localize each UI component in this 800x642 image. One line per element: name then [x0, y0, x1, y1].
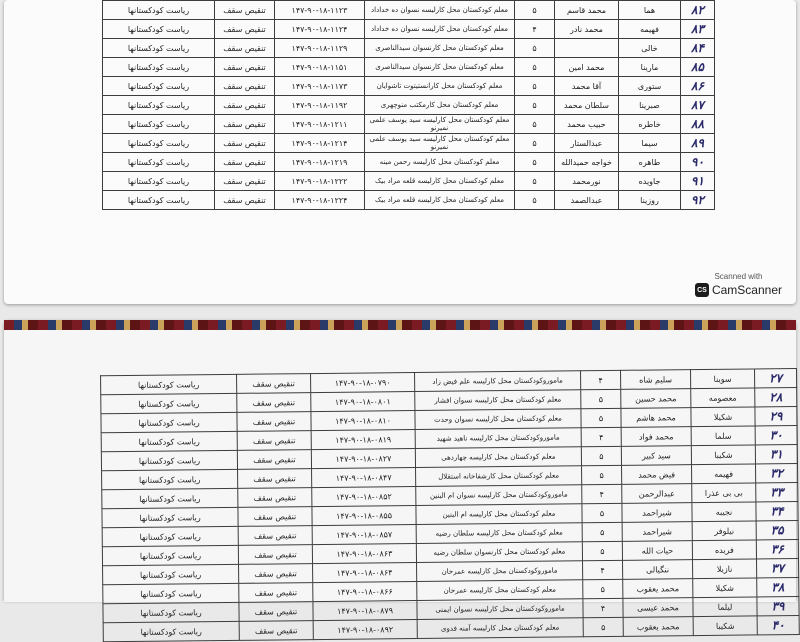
table-row — [103, 153, 715, 172]
row-number-cell: ۳۰ — [755, 426, 797, 445]
employee-name-cell: بی بی عذرا — [692, 483, 756, 503]
position-code-cell: ۱۴۷-۹۰-۱۸-۰۸۷۹ — [313, 600, 417, 620]
table-row — [103, 134, 715, 153]
grade-cell: ۵ — [515, 134, 555, 153]
staff-table-top — [102, 0, 715, 210]
grade-cell: ۵ — [583, 617, 623, 636]
status-cell: تنقیص سقف — [237, 374, 311, 394]
status-cell: تنقیص سقف — [239, 583, 313, 603]
father-name-cell: محمد نادر — [555, 20, 619, 39]
position-cell: معلم کودکستان محل کارلیسه سید یوسف علمی نمیرنو — [365, 134, 515, 153]
position-cell: معلم کودکستان محل کارلیسه نسوان افشار — [415, 390, 581, 411]
department-cell: ریاست کودکستانها — [101, 393, 237, 413]
status-cell: تنقیص سقف — [238, 526, 312, 546]
row-number-cell: ۳۲ — [756, 464, 798, 483]
status-cell: تنقیص سقف — [215, 1, 275, 20]
department-cell: ریاست کودکستانها — [102, 507, 238, 527]
employee-name-cell: سلما — [691, 426, 755, 446]
father-name-cell: فیض محمد — [622, 465, 692, 485]
grade-cell: ۴ — [582, 484, 622, 503]
employee-name-cell: شکیبا — [693, 616, 757, 636]
position-cell: معلم کودکستان محل کارنسوان سیدالناصری — [365, 58, 515, 77]
father-name-cell: محمد قاسم — [555, 1, 619, 20]
department-cell: ریاست کودکستانها — [103, 115, 215, 134]
camscanner-name: CamScanner — [711, 283, 782, 297]
grade-cell: ۵ — [515, 172, 555, 191]
position-code-cell: ۱۴۷-۹۰-۱۸-۰۸۵۵ — [312, 505, 416, 525]
staff-table-bottom — [100, 368, 800, 642]
status-cell: تنقیص سقف — [215, 77, 275, 96]
position-cell: معلم کودکستان محل کارمکتب منوچهری — [365, 96, 515, 115]
father-name-cell: محمد حسین — [621, 389, 691, 409]
grade-cell: ۵ — [581, 446, 621, 465]
status-cell: تنقیص سقف — [215, 96, 275, 115]
department-cell: ریاست کودکستانها — [103, 20, 215, 39]
employee-name-cell: شکیلا — [691, 407, 755, 427]
father-name-cell: عبدالرحمن — [622, 484, 692, 504]
position-code-cell: ۱۴۷-۹۰-۱۸-۰۸۲۷ — [311, 449, 415, 469]
employee-name-cell: سیما — [619, 134, 681, 153]
row-number-cell: ۳۸ — [757, 577, 799, 596]
status-cell: تنقیص سقف — [238, 469, 312, 489]
row-number-cell: ۲۸ — [755, 388, 797, 407]
grade-cell: ۵ — [581, 408, 621, 427]
department-cell: ریاست کودکستانها — [101, 412, 237, 432]
position-cell: معلم کودکستان محل کارشفاخانه استقلال — [416, 466, 582, 487]
table-row — [103, 77, 715, 96]
employee-name-cell: شکیلا — [693, 578, 757, 598]
father-name-cell: محمد عیسی — [623, 598, 693, 618]
grade-cell: ۵ — [582, 522, 622, 541]
scan-caption: Scanned with — [714, 272, 763, 281]
position-code-cell: ۱۴۷-۹۰-۱۸-۰۸۱۹ — [311, 430, 415, 450]
father-name-cell: محمد یعقوب — [623, 579, 693, 599]
grade-cell: ۵ — [515, 153, 555, 172]
row-number-cell: ۴۰ — [757, 615, 799, 634]
row-number-cell: ۲۹ — [755, 407, 797, 426]
employee-name-cell: نجیبه — [692, 502, 756, 522]
position-cell: ماموروکودکستان محل کارلیسه نسوان ام البنین — [416, 485, 582, 506]
camscanner-icon: CS — [695, 283, 709, 297]
grade-cell: ۵ — [582, 465, 622, 484]
father-name-cell: حبیب محمد — [555, 115, 619, 134]
father-name-cell: ننگیالی — [623, 560, 693, 580]
grade-cell: ۵ — [515, 191, 555, 210]
department-cell: ریاست کودکستانها — [103, 153, 215, 172]
position-cell: ماموروکودکستان محل کارلیسه عمرخان — [417, 561, 583, 582]
status-cell: تنقیص سقف — [215, 172, 275, 191]
position-code-cell: ۱۴۷-۹۰-۱۸-۰۸۴۷ — [312, 468, 416, 488]
grade-cell: ۴ — [581, 427, 621, 446]
row-number-cell: ۳۳ — [756, 482, 798, 501]
father-name-cell: محمد هاشم — [621, 408, 691, 428]
position-code-cell: ۱۴۷-۹۰-۱۸-۱۱۲۳ — [275, 1, 365, 20]
grade-cell: ۵ — [515, 77, 555, 96]
employee-name-cell: هما — [619, 1, 681, 20]
employee-name-cell: معصومه — [691, 388, 755, 408]
department-cell: ریاست کودکستانها — [103, 621, 239, 641]
position-code-cell: ۱۴۷-۹۰-۱۸-۱۱۹۲ — [275, 96, 365, 115]
camscanner-logo — [695, 283, 782, 297]
position-cell: ماموروکودکستان محل کارلیسه ناهید شهید — [415, 428, 581, 449]
table-row — [103, 58, 715, 77]
employee-name-cell: صبرینا — [619, 96, 681, 115]
department-cell: ریاست کودکستانها — [102, 526, 238, 546]
position-cell: معلم کودکستان محل کارنسوان سلطان رضیه — [416, 542, 582, 563]
status-cell: تنقیص سقف — [215, 20, 275, 39]
position-cell: معلم کودکستان محل کارانستیتوت تاشوایان — [365, 77, 515, 96]
position-cell: معلم کودکستان محل کارلیسه نسوان ده خداداد — [365, 1, 515, 20]
row-number-cell: ۳۴ — [756, 501, 798, 520]
table-row — [103, 20, 715, 39]
grade-cell: ۴ — [583, 598, 623, 617]
position-code-cell: ۱۴۷-۹۰-۱۸-۱۱۲۹ — [275, 39, 365, 58]
department-cell: ریاست کودکستانها — [103, 172, 215, 191]
position-cell: معلم کودکستان محل کارلیسه سید یوسف علمی نمیرنو — [365, 115, 515, 134]
employee-name-cell: فریده — [692, 540, 756, 560]
status-cell: تنقیص سقف — [239, 564, 313, 584]
position-cell: ماموروکودکستان محل کارلیسه علم فیض زاد — [415, 371, 581, 392]
table-row — [103, 1, 715, 20]
grade-cell: ۵ — [515, 1, 555, 20]
position-cell: معلم کودکستان محل کارلیسه نسوان ده خداداد — [365, 20, 515, 39]
position-code-cell: ۱۴۷-۹۰-۱۸-۱۲۱۱ — [275, 115, 365, 134]
grade-cell: ۵ — [515, 115, 555, 134]
father-name-cell: محمد فواد — [621, 427, 691, 447]
position-code-cell: ۱۴۷-۹۰-۱۸-۱۲۱۹ — [275, 153, 365, 172]
employee-name-cell: فهیمه — [692, 464, 756, 484]
grade-cell: ۴ — [583, 560, 623, 579]
department-cell: ریاست کودکستانها — [102, 469, 238, 489]
employee-name-cell: فهیمه — [619, 20, 681, 39]
row-number-cell: ۸۲ — [681, 1, 715, 20]
position-cell: معلم کودکستان محل کارلیسه آمنه فدوی — [417, 618, 583, 639]
paper-sheet — [4, 330, 796, 637]
father-name-cell — [555, 39, 619, 58]
father-name-cell: خواجه حمیدالله — [555, 153, 619, 172]
position-code-cell: ۱۴۷-۹۰-۱۸-۰۸۶۴ — [313, 562, 417, 582]
table-row — [103, 172, 715, 191]
grade-cell: ۵ — [515, 39, 555, 58]
position-cell: معلم کودکستان محل کارنسوان سیدالناصری — [365, 39, 515, 58]
father-name-cell: شیراحمد — [622, 522, 692, 542]
status-cell: تنقیص سقف — [238, 507, 312, 527]
position-code-cell: ۱۴۷-۹۰-۱۸-۰۸۵۲ — [312, 486, 416, 506]
employee-name-cell: خاطره — [619, 115, 681, 134]
department-cell: ریاست کودکستانها — [103, 134, 215, 153]
status-cell: تنقیص سقف — [237, 450, 311, 470]
status-cell: تنقیص سقف — [238, 545, 312, 565]
employee-name-cell: نازیلا — [693, 559, 757, 579]
row-number-cell: ۳۱ — [755, 445, 797, 464]
father-name-cell: سلیم شاه — [621, 370, 691, 390]
father-name-cell: سید کبیر — [621, 446, 691, 466]
employee-name-cell: مارینا — [619, 58, 681, 77]
department-cell: ریاست کودکستانها — [101, 450, 237, 470]
department-cell: ریاست کودکستانها — [103, 583, 239, 603]
employee-name-cell: لیلما — [693, 597, 757, 617]
status-cell: تنقیص سقف — [238, 488, 312, 508]
row-number-cell: ۳۵ — [756, 520, 798, 539]
position-code-cell: ۱۴۷-۹۰-۱۸-۰۸۶۳ — [312, 543, 416, 563]
department-cell: ریاست کودکستانها — [103, 602, 239, 622]
father-name-cell: محمد یعقوب — [623, 617, 693, 637]
grade-cell: ۵ — [581, 389, 621, 408]
department-cell: ریاست کودکستانها — [103, 77, 215, 96]
father-name-cell: عبدالصمد — [555, 191, 619, 210]
position-cell: معلم کودکستان محل کارلیسه چهاردهی — [415, 447, 581, 468]
position-code-cell: ۱۴۷-۹۰-۱۸-۰۸۱۰ — [311, 411, 415, 431]
father-name-cell: محمد امین — [555, 58, 619, 77]
department-cell: ریاست کودکستانها — [101, 431, 237, 451]
grade-cell: ۵ — [582, 541, 622, 560]
father-name-cell: عبدالستار — [555, 134, 619, 153]
position-code-cell: ۱۴۷-۹۰-۱۸-۱۲۲۲ — [275, 172, 365, 191]
employee-name-cell: ستوری — [619, 77, 681, 96]
status-cell: تنقیص سقف — [215, 134, 275, 153]
row-number-cell: ۹۲ — [681, 191, 715, 210]
camscanner-badge — [695, 272, 782, 297]
status-cell: تنقیص سقف — [239, 602, 313, 622]
position-code-cell: ۱۴۷-۹۰-۱۸-۰۸۶۶ — [313, 581, 417, 601]
row-number-cell: ۹۰ — [681, 153, 715, 172]
position-code-cell: ۱۴۷-۹۰-۱۸-۱۲۱۴ — [275, 134, 365, 153]
position-code-cell: ۱۴۷-۹۰-۱۸-۱۱۲۴ — [275, 20, 365, 39]
row-number-cell: ۸۶ — [681, 77, 715, 96]
employee-name-cell: سوینا — [691, 369, 755, 389]
father-name-cell: نورمحمد — [555, 172, 619, 191]
position-code-cell: ۱۴۷-۹۰-۱۸-۱۲۲۴ — [275, 191, 365, 210]
position-cell: معلم کودکستان محل کارلیسه عمرخان — [417, 580, 583, 601]
employee-name-cell: طاهره — [619, 153, 681, 172]
employee-name-cell: روزینا — [619, 191, 681, 210]
row-number-cell: ۸۸ — [681, 115, 715, 134]
employee-name-cell: خالی — [619, 39, 681, 58]
position-cell: معلم کودکستان محل کارلیسه ام البنین — [416, 504, 582, 525]
employee-name-cell: جاویده — [619, 172, 681, 191]
employee-name-cell: نیلوفر — [692, 521, 756, 541]
status-cell: تنقیص سقف — [237, 412, 311, 432]
father-name-cell: شیراحمد — [622, 503, 692, 523]
table-row — [103, 39, 715, 58]
row-number-cell: ۳۷ — [756, 558, 798, 577]
status-cell: تنقیص سقف — [215, 153, 275, 172]
status-cell: تنقیص سقف — [215, 39, 275, 58]
father-name-cell: آقا محمد — [555, 77, 619, 96]
table-row — [103, 191, 715, 210]
position-cell: معلم کودکستان محل کارلیسه سلطان رضیه — [416, 523, 582, 544]
grade-cell: ۵ — [582, 503, 622, 522]
employee-name-cell: شکیبا — [691, 445, 755, 465]
father-name-cell: سلطان محمد — [555, 96, 619, 115]
row-number-cell: ۳۹ — [757, 596, 799, 615]
row-number-cell: ۸۷ — [681, 96, 715, 115]
position-cell: معلم کودکستان محل کارلیسه قلعه مراد بیک — [365, 191, 515, 210]
father-name-cell: حیات الله — [622, 541, 692, 561]
department-cell: ریاست کودکستانها — [103, 191, 215, 210]
position-code-cell: ۱۴۷-۹۰-۱۸-۱۱۷۳ — [275, 77, 365, 96]
status-cell: تنقیص سقف — [239, 621, 313, 641]
position-code-cell: ۱۴۷-۹۰-۱۸-۰۸۵۷ — [312, 524, 416, 544]
position-code-cell: ۱۴۷-۹۰-۱۸-۰۸۰۱ — [311, 392, 415, 412]
department-cell: ریاست کودکستانها — [103, 96, 215, 115]
row-number-cell: ۳۶ — [756, 539, 798, 558]
department-cell: ریاست کودکستانها — [101, 374, 237, 394]
scanned-page-top — [4, 0, 796, 304]
position-cell: معلم کودکستان محل کارلیسه نسوان وحدت — [415, 409, 581, 430]
status-cell: تنقیص سقف — [215, 58, 275, 77]
table-row — [103, 96, 715, 115]
row-number-cell: ۸۹ — [681, 134, 715, 153]
position-code-cell: ۱۴۷-۹۰-۱۸-۱۱۵۱ — [275, 58, 365, 77]
position-code-cell: ۱۴۷-۹۰-۱۸-۰۷۹۰ — [311, 373, 415, 393]
status-cell: تنقیص سقف — [215, 191, 275, 210]
table-row — [103, 115, 715, 134]
grade-cell: ۵ — [515, 58, 555, 77]
grade-cell: ۵ — [515, 96, 555, 115]
grade-cell: ۴ — [581, 370, 621, 389]
department-cell: ریاست کودکستانها — [103, 1, 215, 20]
status-cell: تنقیص سقف — [237, 431, 311, 451]
grade-cell: ۵ — [583, 579, 623, 598]
position-cell: ماموروکودکستان محل کارلیسه نسوان ایمنی — [417, 599, 583, 620]
grade-cell: ۴ — [515, 20, 555, 39]
position-cell: معلم کودکستان محل کارلیسه رحمن مینه — [365, 153, 515, 172]
scanned-page-bottom — [4, 320, 796, 637]
status-cell: تنقیص سقف — [215, 115, 275, 134]
position-code-cell: ۱۴۷-۹۰-۱۸-۰۸۹۲ — [313, 619, 417, 639]
row-number-cell: ۸۴ — [681, 39, 715, 58]
row-number-cell: ۸۵ — [681, 58, 715, 77]
department-cell: ریاست کودکستانها — [103, 564, 239, 584]
department-cell: ریاست کودکستانها — [103, 58, 215, 77]
row-number-cell: ۹۱ — [681, 172, 715, 191]
position-cell: معلم کودکستان محل کارلیسه قلعه مراد بیک — [365, 172, 515, 191]
status-cell: تنقیص سقف — [237, 393, 311, 413]
row-number-cell: ۲۷ — [755, 369, 797, 388]
department-cell: ریاست کودکستانها — [102, 545, 238, 565]
department-cell: ریاست کودکستانها — [103, 39, 215, 58]
row-number-cell: ۸۳ — [681, 20, 715, 39]
department-cell: ریاست کودکستانها — [102, 488, 238, 508]
